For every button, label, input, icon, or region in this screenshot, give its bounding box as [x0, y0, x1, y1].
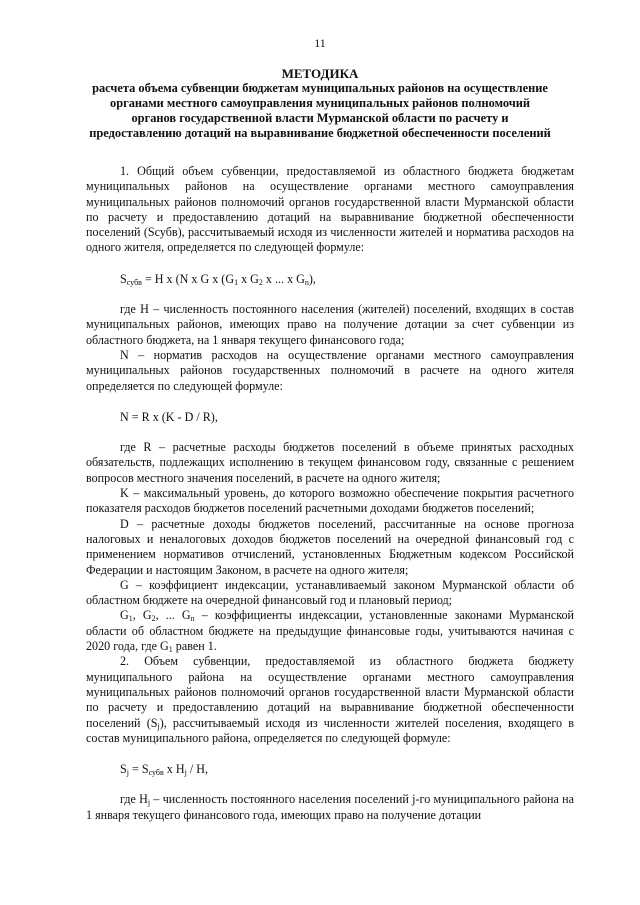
definition-r: где R – расчетные расходы бюджетов поселений в объеме принятых расходных обязательств, подлежащих исполнению в текущем финансовом году, связанные с решением вопросов местного значения поселений, в расчете на одного жителя; — [86, 440, 574, 485]
formula-total-subvention: $S_{субв} = H$ x (N x G x ($G_1$ x $G_2$ x ... x $G_n$), — [120, 271, 316, 287]
heading-line: органов государственной власти Мурманской области по расчету и — [131, 111, 509, 125]
heading-title: МЕТОДИКА — [281, 66, 359, 81]
formula-district-subvention: $S_j = S_{субв}$ x $H_j$ / H, — [120, 762, 208, 778]
definition-k: K – максимальный уровень, до которого возможно обеспечение покрытия расчетного показателя расходов бюджетов поселений расчетными доходами бюджетов поселений; — [86, 486, 574, 516]
definition-hj: где $H_j$ – численность постоянного населения поселений j-го муниципального района на 1 января текущего финансового года, имеющих право на получение дотации — [86, 792, 574, 822]
heading-line: органами местного самоуправления муниципальных районов полномочий — [110, 96, 530, 110]
document-heading — [70, 66, 570, 141]
formula-norm: N = R x (K - D / R), — [120, 409, 218, 424]
definition-n: N – норматив расходов на осуществление органами местного самоуправления муниципальных районов государственных полномочий в расчете на одного жителя определяется по следующей формуле: — [86, 347, 574, 393]
heading-line: предоставлению дотаций на выравнивание бюджетной обеспеченности поселений — [89, 126, 551, 140]
document-body — [86, 164, 574, 823]
definition-h: где H – численность постоянного населения (жителей) поселений, входящих в состав муниципальных районов, имеющих право на получение дотации за счет субвенции из областного бюджета, на 1 января текущего финансового года; — [86, 302, 574, 347]
definition-g-series: $G_1$, $G_2$, ... $G_n$ – коэффициенты индексации, установленные законами Мурманской области об областном бюджете на предыдущие финансовые годы, учитываются начиная с 2020 года, где $G_1$ равен 1. — [86, 608, 575, 655]
paragraph-1: 1. Общий объем субвенции, предоставляемой из областного бюджета бюджетам муниципальных районов на осуществление органами местного самоуправления муниципальных районов полномочий органов государственной власти Мурманской области по расчету и предоставлению дотаций на выравнивание бюджетной обеспеченности поселений (Sсубв), рассчитываемый исходя из численности жителей и норматива расходов на одного жителя, определяется по следующей формуле: — [86, 164, 574, 255]
heading-line: расчета объема субвенции бюджетам муниципальных районов на осуществление — [92, 81, 548, 95]
paragraph-2: 2. Объем субвенции, предоставляемой из областного бюджета бюджету муниципального района на осуществление органами местного самоуправления муниципальных районов полномочий органов государственной власти Мурманской области по расчету и предоставлению дотаций на выравнивание бюджетной обеспеченности поселений $(S_j)$, рассчитываемый исходя из численности жителей поселения, входящего в состав муниципального района, определяется по следующей формуле: — [86, 654, 574, 745]
definition-d: D – расчетные доходы бюджетов поселений, рассчитанные на основе прогноза налоговых и неналоговых доходов бюджетов поселений на очередной финансовый год с применением нормативов отчислений, установленных Бюджетным кодексом Российской Федерации и настоящим Законом, в расчете на одного жителя; — [86, 516, 574, 577]
page-number: 11 — [314, 36, 326, 50]
definition-g: G – коэффициент индексации, устанавливаемый законом Мурманской области об областном бюджете на очередной финансовый год и плановый период; — [86, 577, 574, 608]
